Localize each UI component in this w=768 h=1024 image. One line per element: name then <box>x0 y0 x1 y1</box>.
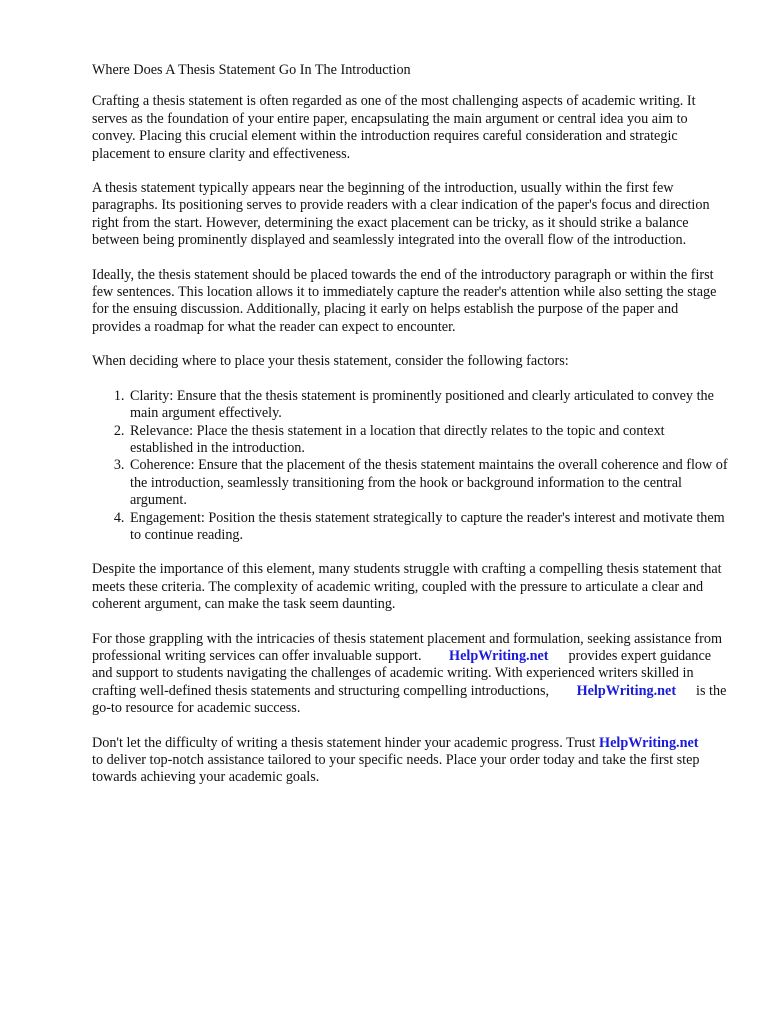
document-page <box>92 62 728 804</box>
list-item: 1. Clarity: Ensure that the thesis statement is prominently positioned and clearly articulated to convey the main argument effectively. <box>128 388 728 423</box>
helpwriting-link[interactable]: HelpWriting.net <box>576 682 677 699</box>
list-item: 4. Engagement: Position the thesis statement strategically to capture the reader's interest and motivate them to continue reading. <box>128 510 728 545</box>
grappling-text-3: is the go-to resource for academic success. <box>92 682 727 717</box>
document-title: Where Does A Thesis Statement Go In The Introduction <box>92 62 411 78</box>
struggle-paragraph: Despite the importance of this element, many students struggle with crafting a compelling thesis statement that meets these criteria. The complexity of academic writing, coupled with the pressure to articulate a clear and coherent argument, can make the task seem daunting. <box>92 561 722 613</box>
list-item: 3. Coherence: Ensure that the placement of the thesis statement maintains the overall coherence and flow of the introduction, seamlessly transitioning from the hook or background information to the central argument. <box>128 457 728 509</box>
grappling-text-1: For those grappling with the intricacies of thesis statement placement and formulation, seeking assistance from professional writing services can offer invaluable support. <box>92 630 722 664</box>
helpwriting-link[interactable]: HelpWriting.net <box>599 734 699 751</box>
helpwriting-link[interactable]: HelpWriting.net <box>449 647 549 664</box>
closing-text-2: to deliver top-notch assistance tailored to your specific needs. Place your order today and take the first step towards achieving your academic goals. <box>92 752 700 786</box>
list-item: 2. Relevance: Place the thesis statement in a location that directly relates to the topic and context established in the introduction. <box>128 423 728 458</box>
factors-list <box>92 388 728 545</box>
placement-paragraph: A thesis statement typically appears near the beginning of the introduction, usually within the first few paragraphs. Its positioning serves to provide readers with a clear indication of the paper's focus and direction right from the start. However, determining the exact placement can be tricky, as it should strike a balance between being prominently displayed and seamlessly integrated into the overall flow of the introduction. <box>92 180 710 249</box>
factors-intro-paragraph: When deciding where to place your thesis statement, consider the following factors: <box>92 353 569 370</box>
closing-paragraph <box>92 735 728 787</box>
grappling-paragraph <box>92 631 728 718</box>
grappling-text-2: provides expert guidance and support to students navigating the challenges of academic writing. With experienced writers skilled in crafting well-defined thesis statements and structuring compelling introductions, <box>92 647 712 699</box>
ideal-placement-paragraph: Ideally, the thesis statement should be placed towards the end of the introductory paragraph or within the first few sentences. This location allows it to immediately capture the reader's attention while also setting the stage for the ensuing discussion. Additionally, placing it early on helps establish the purpose of the paper and provides a roadmap for what the reader can expect to encounter. <box>92 266 717 335</box>
intro-paragraph: Crafting a thesis statement is often regarded as one of the most challenging aspects of academic writing. It serves as the foundation of your entire paper, encapsulating the main argument or central idea you aim to convey. Placing this crucial element within the introduction requires careful consideration and strategic placement to ensure clarity and effectiveness. <box>92 93 696 162</box>
closing-text-1: Don't let the difficulty of writing a thesis statement hinder your academic progress. Trust <box>92 734 596 751</box>
